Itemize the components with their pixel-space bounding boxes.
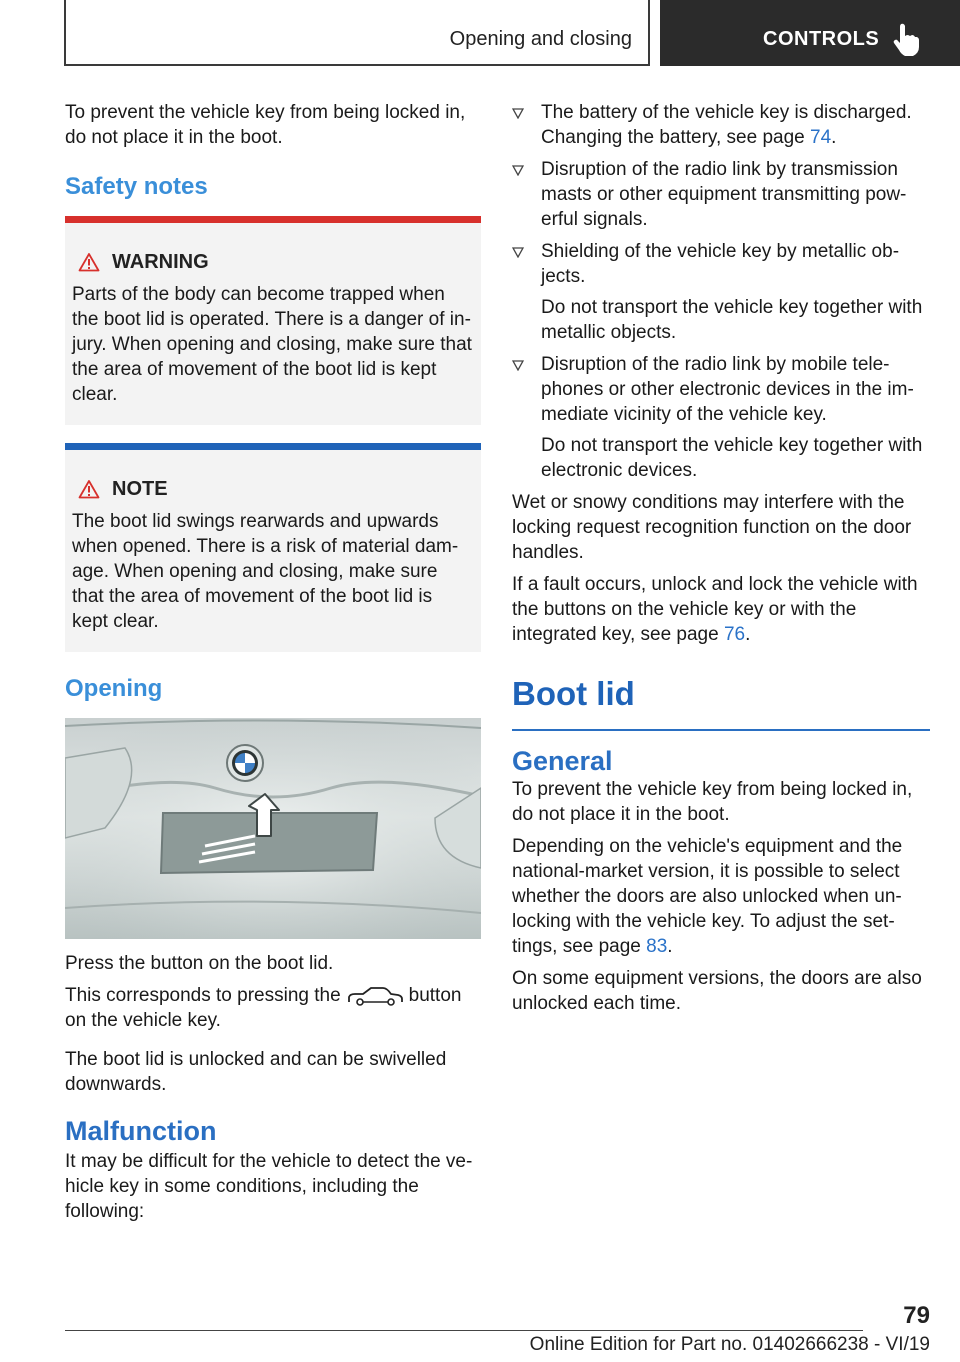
header-chapter-title: CONTROLS: [763, 28, 880, 50]
page-link-74[interactable]: 74: [810, 127, 832, 148]
list-item: [512, 157, 930, 232]
footer-edition: Online Edition for Part no. 01402666238 - VI/19: [529, 1334, 930, 1355]
bullet-triangle-icon: [512, 360, 524, 371]
list-item: [512, 352, 930, 483]
right-column: [512, 100, 930, 1023]
list-item: [512, 239, 930, 345]
bullet-text: Disruption of the radio link by mobile tele-phones or other electronic devices in the im-mediate vicinity of the vehicle key.: [541, 354, 914, 425]
bullet-subtext: Do not transport the vehicle key together with electronic devices.: [541, 435, 923, 481]
header-section-title: Opening and closing: [449, 28, 632, 50]
page-number: 79: [903, 1302, 930, 1329]
corresponds-text: [65, 983, 481, 1033]
note-title: NOTE: [112, 477, 168, 500]
bullet-triangle-icon: [512, 247, 524, 258]
malfunction-bullet-list: [512, 100, 930, 483]
general-text-2-body: Depending on the vehicle's equipment and the national-market version, it is possible to select whether the doors are also unlocked when un-locking with the vehicle key. To adjust the set-tings, see page: [512, 836, 903, 957]
general-heading: General: [512, 746, 613, 776]
corresponds-after: button on the vehicle key.: [65, 985, 462, 1031]
page-link-83[interactable]: 83: [646, 936, 668, 957]
boot-lid-photo: [65, 718, 481, 939]
bullet-triangle-icon: [512, 108, 524, 119]
warning-triangle-icon: [78, 479, 100, 499]
intro-text: To prevent the vehicle key from being locked in, do not place it in the boot.: [65, 102, 466, 148]
note-box: [65, 443, 481, 652]
warning-text: Parts of the body can become trapped when the boot lid is operated. There is a danger of in-jury. When opening and closing, make sure that the area of movement of the boot lid is kept clear.: [72, 284, 472, 405]
pointing-hand-icon: [892, 22, 920, 56]
fault-text-body: If a fault occurs, unlock and lock the vehicle with the buttons on the vehicle key or with the integrated key, see page: [512, 574, 918, 645]
warning-title: WARNING: [112, 250, 209, 273]
warning-triangle-icon: [78, 252, 100, 272]
header-chapter-tab: [660, 0, 960, 66]
malfunction-text: It may be difficult for the vehicle to detect the ve-hicle key in some conditions, including the following:: [65, 1151, 473, 1222]
warning-box: [65, 216, 481, 425]
general-text-2: Depending on the vehicle's equipment and the national-market version, it is possible to select whether the doors are also unlocked when un-locking with the vehicle key. To adjust the set-tings, see page 83.: [512, 836, 903, 957]
bullet-text: The battery of the vehicle key is discharged. Changing the battery, see page 74.: [541, 102, 912, 148]
safety-notes-heading: Safety notes: [65, 173, 208, 200]
fault-text: If a fault occurs, unlock and lock the vehicle with the buttons on the vehicle key or with the integrated key, see page 76.: [512, 574, 918, 645]
page-link-76[interactable]: 76: [723, 624, 746, 645]
list-item: [512, 100, 930, 150]
press-button-text: Press the button on the boot lid.: [65, 953, 334, 974]
unlocked-text: The boot lid is unlocked and can be swivelled downwards.: [65, 1049, 447, 1095]
footer-rule: [65, 1330, 863, 1331]
boot-lid-heading: Boot lid: [512, 675, 635, 712]
bullet-text: Shielding of the vehicle key by metallic ob-jects.: [541, 241, 900, 287]
wet-conditions-text: Wet or snowy conditions may interfere with the locking request recognition function on the door handles.: [512, 492, 912, 563]
header-section-frame: [64, 0, 650, 66]
general-text-1: To prevent the vehicle key from being locked in, do not place it in the boot.: [512, 779, 913, 825]
left-column: [65, 100, 481, 1231]
note-text: The boot lid swings rearwards and upwards when opened. There is a risk of material dam-age. When opening and closing, make sure that the area of movement of the boot lid is kept clear.: [72, 511, 459, 632]
heading-rule: [512, 729, 930, 731]
corresponds-before: This corresponds to pressing the: [65, 985, 341, 1006]
bullet-line: The battery of the vehicle key is discharged. Changing the battery, see page: [541, 102, 912, 148]
bullet-text: Disruption of the radio link by transmission masts or other equipment transmitting pow-erful signals.: [541, 159, 907, 230]
bullet-subtext: Do not transport the vehicle key together with metallic objects.: [541, 297, 923, 343]
general-text-3: On some equipment versions, the doors are also unlocked each time.: [512, 968, 922, 1014]
malfunction-heading: Malfunction: [65, 1116, 217, 1146]
car-boot-button-icon: [345, 985, 405, 1007]
opening-heading: Opening: [65, 675, 163, 702]
bullet-triangle-icon: [512, 165, 524, 176]
